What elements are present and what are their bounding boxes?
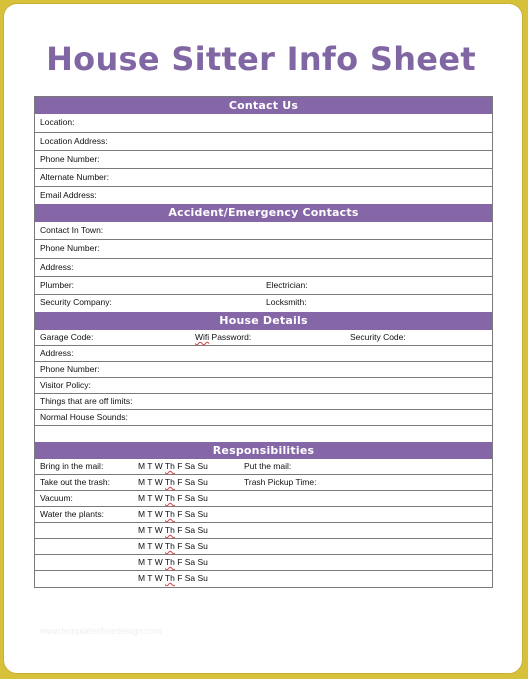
water-plants-label: Water the plants:	[40, 509, 104, 519]
phone-number-row[interactable]	[35, 151, 492, 169]
days-mtw: M T W	[138, 509, 165, 519]
days-fsasu: F Sa Su	[174, 493, 208, 503]
contact-us-header: Contact Us	[35, 97, 492, 114]
plumber-label: Plumber:	[40, 280, 75, 290]
days-fsasu: F Sa Su	[174, 477, 208, 487]
location-label: Location:	[40, 117, 75, 127]
alternate-number-label: Alternate Number:	[40, 172, 109, 182]
info-sheet-form	[34, 96, 493, 588]
blank-spacer-row	[35, 426, 492, 442]
bring-mail-label: Bring in the mail:	[40, 461, 104, 471]
blank-task-row[interactable]	[35, 523, 492, 539]
emergency-phone-row[interactable]	[35, 240, 492, 259]
days-of-week[interactable]	[138, 477, 208, 487]
days-th: Th	[164, 493, 175, 503]
days-mtw: M T W	[138, 573, 165, 583]
days-of-week[interactable]	[138, 493, 208, 503]
watermark: www.templatesfreedesign.com	[40, 626, 163, 636]
house-sounds-row[interactable]	[35, 410, 492, 426]
trash-row[interactable]	[35, 475, 492, 491]
alternate-number-row[interactable]	[35, 169, 492, 187]
location-address-label: Location Address:	[40, 136, 108, 146]
wifi-password-label	[195, 332, 251, 342]
visitor-policy-label: Visitor Policy:	[40, 380, 91, 390]
days-mtw: M T W	[138, 557, 165, 567]
days-of-week[interactable]	[138, 509, 208, 519]
days-th: Th	[164, 573, 175, 583]
location-address-row[interactable]	[35, 133, 492, 151]
days-mtw: M T W	[138, 493, 165, 503]
days-of-week[interactable]	[138, 573, 208, 583]
security-code-label: Security Code:	[350, 332, 406, 342]
days-fsasu: F Sa Su	[174, 461, 208, 471]
days-th: Th	[164, 509, 175, 519]
email-address-label: Email Address:	[40, 190, 97, 200]
plants-row[interactable]	[35, 507, 492, 523]
days-mtw: M T W	[138, 541, 165, 551]
days-mtw: M T W	[138, 477, 165, 487]
days-fsasu: F Sa Su	[174, 557, 208, 567]
days-th: Th	[164, 477, 175, 487]
days-mtw: M T W	[138, 461, 165, 471]
emergency-phone-label: Phone Number:	[40, 243, 100, 253]
trash-pickup-time-label: Trash Pickup Time:	[244, 477, 317, 487]
house-details-header: House Details	[35, 312, 492, 330]
off-limits-label: Things that are off limits:	[40, 396, 133, 406]
days-fsasu: F Sa Su	[174, 573, 208, 583]
responsibilities-header: Responsibilities	[35, 442, 492, 459]
locksmith-label: Locksmith:	[266, 297, 307, 307]
days-of-week[interactable]	[138, 557, 208, 567]
contact-in-town-row[interactable]	[35, 222, 492, 240]
email-address-row[interactable]	[35, 187, 492, 204]
days-th: Th	[164, 525, 175, 535]
house-phone-row[interactable]	[35, 362, 492, 378]
plumber-row[interactable]	[35, 277, 492, 295]
phone-number-label: Phone Number:	[40, 154, 100, 164]
days-th: Th	[164, 461, 175, 471]
days-fsasu: F Sa Su	[174, 541, 208, 551]
security-company-row[interactable]	[35, 295, 492, 312]
codes-row[interactable]	[35, 330, 492, 346]
page-title: House Sitter Info Sheet	[46, 40, 476, 78]
days-of-week[interactable]	[138, 541, 208, 551]
house-sounds-label: Normal House Sounds:	[40, 412, 128, 422]
house-address-label: Address:	[40, 348, 74, 358]
garage-code-label: Garage Code:	[40, 332, 94, 342]
days-mtw: M T W	[138, 525, 165, 535]
days-th: Th	[164, 541, 175, 551]
emergency-address-label: Address:	[40, 262, 74, 272]
days-of-week[interactable]	[138, 461, 208, 471]
wifi-password-rest: Password:	[209, 332, 252, 342]
days-fsasu: F Sa Su	[174, 525, 208, 535]
take-out-trash-label: Take out the trash:	[40, 477, 110, 487]
blank-task-row[interactable]	[35, 555, 492, 571]
electrician-label: Electrician:	[266, 280, 308, 290]
wifi-word: Wifi	[195, 332, 210, 342]
location-row[interactable]	[35, 114, 492, 133]
blank-task-row[interactable]	[35, 571, 492, 587]
blank-task-row[interactable]	[35, 539, 492, 555]
days-th: Th	[164, 557, 175, 567]
security-company-label: Security Company:	[40, 297, 112, 307]
emergency-address-row[interactable]	[35, 259, 492, 277]
put-mail-label: Put the mail:	[244, 461, 292, 471]
mail-row[interactable]	[35, 459, 492, 475]
contact-in-town-label: Contact In Town:	[40, 225, 104, 235]
visitor-policy-row[interactable]	[35, 378, 492, 394]
off-limits-row[interactable]	[35, 394, 492, 410]
days-of-week[interactable]	[138, 525, 208, 535]
days-fsasu: F Sa Su	[174, 509, 208, 519]
emergency-contacts-header: Accident/Emergency Contacts	[35, 204, 492, 222]
vacuum-label: Vacuum:	[40, 493, 73, 503]
vacuum-row[interactable]	[35, 491, 492, 507]
house-address-row[interactable]	[35, 346, 492, 362]
house-phone-label: Phone Number:	[40, 364, 100, 374]
